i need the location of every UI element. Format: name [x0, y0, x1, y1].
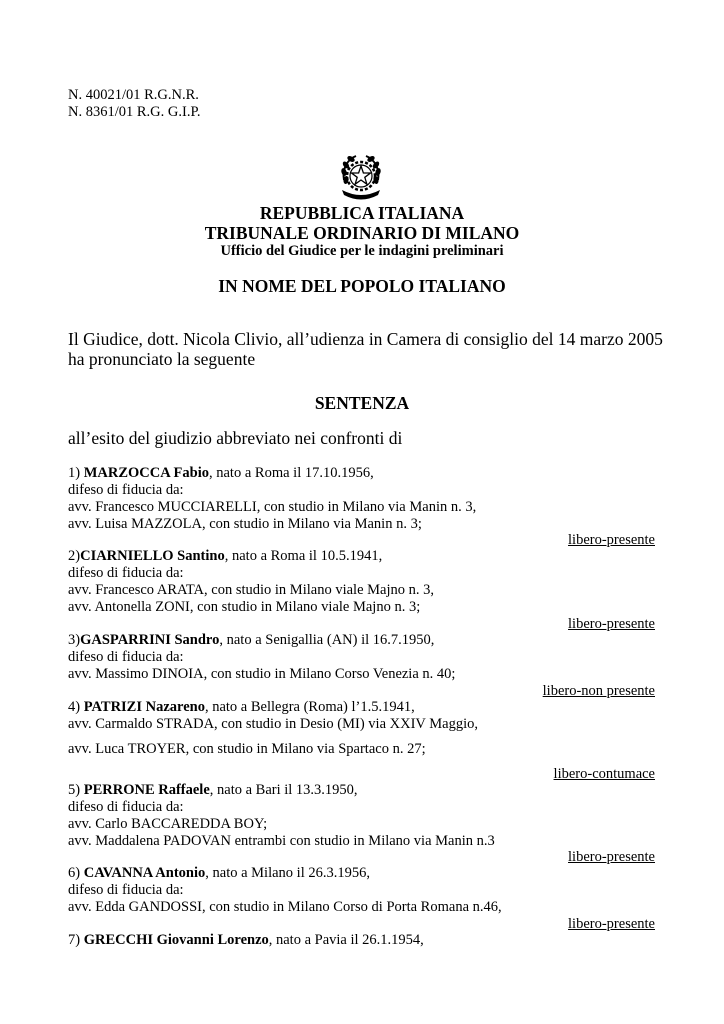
defendant-heading [68, 932, 424, 949]
defendant-heading [68, 782, 358, 799]
defendant-name: CIARNIELLO Santino [80, 548, 225, 564]
defendant-status: libero-non presente [542, 683, 655, 699]
defendant-number: 3) [68, 632, 81, 648]
defendant-heading [68, 632, 434, 649]
sentenza-heading: SENTENZA [314, 393, 410, 413]
defendant-number: 6) [68, 865, 84, 881]
defendant-line: difeso di fiducia da: [68, 565, 184, 581]
intro-line-1: Il Giudice, dott. Nicola Clivio, all’udienza in Camera di consiglio del 14 marzo 2005 [68, 329, 663, 349]
abbreviato-line: all’esito del giudizio abbreviato nei confronti di [68, 428, 403, 448]
defendant-birth: , nato a Senigallia (AN) il 16.7.1950, [219, 632, 435, 648]
defendant-line: avv. Carlo BACCAREDDA BOY; [68, 816, 268, 832]
defendant-line: avv. Carmaldo STRADA, con studio in Desio (MI) via XXIV Maggio, [68, 716, 478, 732]
defendant-status: libero-presente [568, 532, 655, 548]
defendant-heading [68, 465, 374, 482]
defendant-birth: , nato a Bellegra (Roma) l’1.5.1941, [204, 699, 415, 715]
defendant-number: 4) [68, 699, 84, 715]
defendant-number: 2) [68, 548, 81, 564]
defendant-heading [68, 699, 415, 716]
defendant-name: MARZOCCA Fabio [83, 465, 209, 481]
tribunal-title: TRIBUNALE ORDINARIO DI MILANO [204, 223, 520, 243]
in-nome-heading: IN NOME DEL POPOLO ITALIANO [218, 276, 506, 296]
republic-title: REPUBBLICA ITALIANA [259, 203, 465, 223]
defendant-name: PATRIZI Nazareno [83, 699, 205, 715]
defendant-number: 5) [68, 782, 84, 798]
defendant-birth: , nato a Roma il 17.10.1956, [209, 465, 374, 481]
defendant-line: difeso di fiducia da: [68, 649, 184, 665]
defendant-line: avv. Luisa MAZZOLA, con studio in Milano via Manin n. 3; [68, 516, 422, 532]
defendant-birth: , nato a Roma il 10.5.1941, [224, 548, 383, 564]
defendant-birth: , nato a Bari il 13.3.1950, [209, 782, 358, 798]
defendant-line: difeso di fiducia da: [68, 482, 184, 498]
defendant-heading [68, 865, 370, 882]
italian-republic-emblem-icon [334, 150, 388, 204]
defendant-number: 7) [68, 932, 84, 948]
defendant-name: GASPARRINI Sandro [80, 632, 220, 648]
office-subtitle: Ufficio del Giudice per le indagini preliminari [220, 243, 504, 259]
defendant-status: libero-presente [568, 616, 655, 632]
case-number-rggip: N. 8361/01 R.G. G.I.P. [68, 104, 201, 120]
defendant-name: CAVANNA Antonio [83, 865, 206, 881]
defendant-line: difeso di fiducia da: [68, 799, 184, 815]
defendant-line: avv. Maddalena PADOVAN entrambi con studio in Milano via Manin n.3 [68, 833, 495, 849]
defendant-line: avv. Massimo DINOIA, con studio in Milano Corso Venezia n. 40; [68, 666, 456, 682]
defendant-status: libero-contumace [553, 766, 655, 782]
defendant-name: PERRONE Raffaele [83, 782, 210, 798]
defendant-line: avv. Francesco ARATA, con studio in Milano viale Majno n. 3, [68, 582, 434, 598]
defendant-line: avv. Antonella ZONI, con studio in Milano viale Majno n. 3; [68, 599, 421, 615]
case-number-rgnr: N. 40021/01 R.G.N.R. [68, 87, 199, 103]
defendant-status: libero-presente [568, 916, 655, 932]
defendant-birth: , nato a Milano il 26.3.1956, [205, 865, 370, 881]
defendant-line: difeso di fiducia da: [68, 882, 184, 898]
intro-line-2: ha pronunciato la seguente [68, 349, 256, 369]
defendant-number: 1) [68, 465, 84, 481]
defendant-birth: , nato a Pavia il 26.1.1954, [268, 932, 424, 948]
defendant-line: avv. Francesco MUCCIARELLI, con studio in Milano via Manin n. 3, [68, 499, 477, 515]
defendant-status: libero-presente [568, 849, 655, 865]
defendant-heading [68, 548, 382, 565]
defendant-line: avv. Luca TROYER, con studio in Milano via Spartaco n. 27; [68, 741, 426, 757]
defendant-name: GRECCHI Giovanni Lorenzo [83, 932, 269, 948]
defendant-line: avv. Edda GANDOSSI, con studio in Milano Corso di Porta Romana n.46, [68, 899, 502, 915]
